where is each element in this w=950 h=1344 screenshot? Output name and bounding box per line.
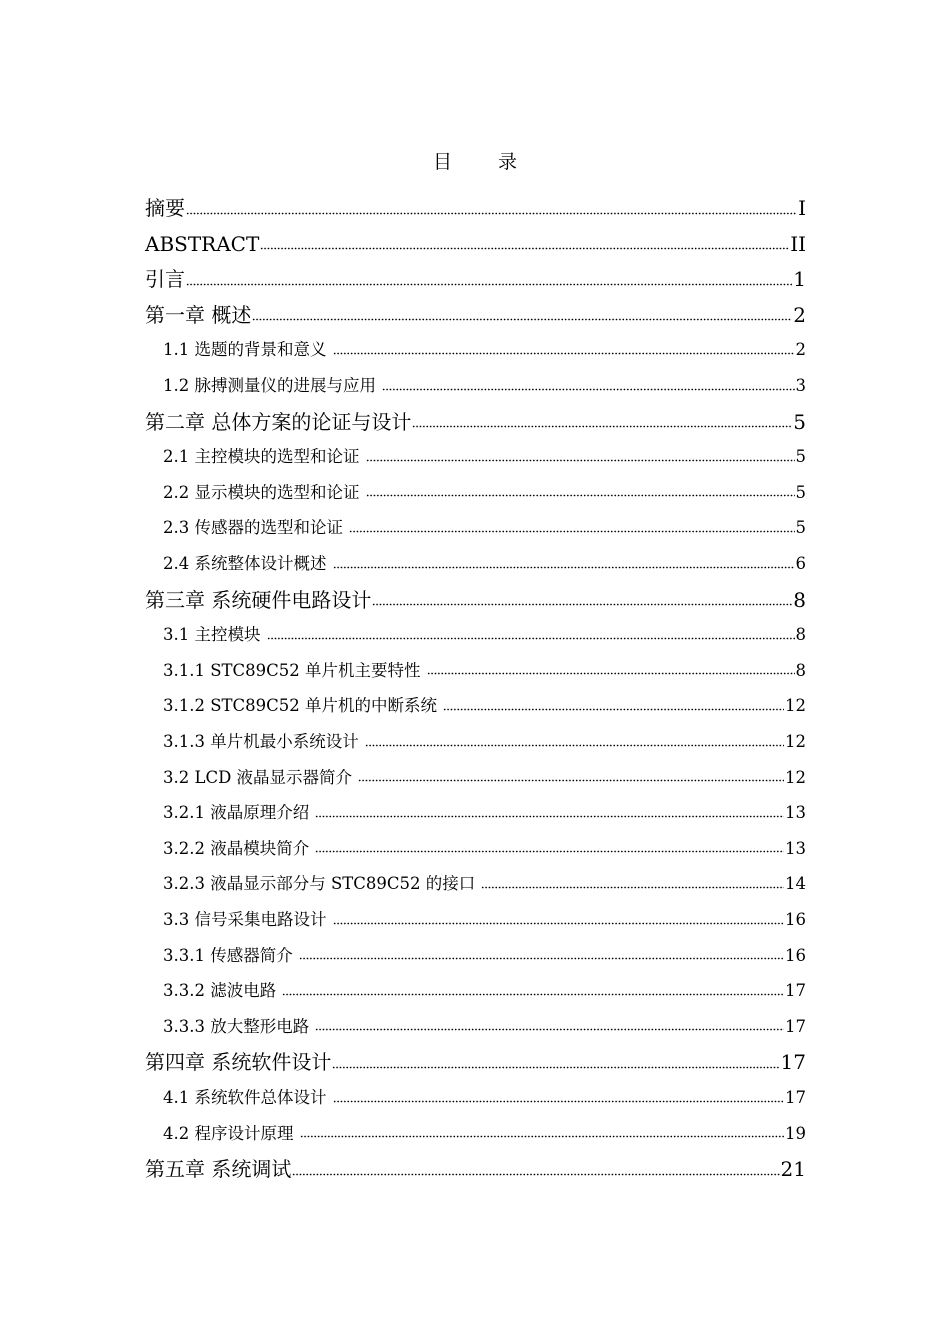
dot-leader (443, 697, 784, 711)
dot-leader (333, 1089, 785, 1103)
toc-entry-title: 摘要 (145, 196, 185, 220)
toc-entry[interactable] (145, 193, 806, 223)
toc-entry-page-number: 8 (795, 625, 806, 645)
toc-entry[interactable] (163, 549, 806, 579)
dot-leader (382, 377, 795, 391)
toc-entry-title: 3.2.3 液晶显示部分与 STC89C52 的接口 (163, 874, 476, 894)
toc-entry-page-number: 14 (785, 874, 806, 894)
toc-entry-title: 第四章 系统软件设计 (145, 1050, 332, 1075)
toc-entry[interactable] (163, 1012, 806, 1042)
toc-entry-title: 第一章 概述 (145, 302, 252, 327)
toc-entry-title: 1.2 脉搏测量仪的进展与应用 (163, 376, 376, 395)
toc-entry[interactable] (163, 1083, 806, 1113)
toc-entry-page-number: 17 (785, 1016, 806, 1036)
dot-leader (333, 555, 795, 569)
toc-entry-page-number: 12 (785, 732, 806, 751)
toc-entry-page-number: 17 (785, 1088, 806, 1107)
toc-entry-title: 3.3.3 放大整形电路 (163, 1016, 310, 1036)
toc-entry[interactable] (163, 620, 806, 650)
dot-leader (260, 237, 789, 251)
toc-entry-page-number: 8 (793, 587, 806, 612)
toc-entry-title: 4.1 系统软件总体设计 (163, 1088, 327, 1107)
toc-entry[interactable] (145, 585, 806, 615)
dot-leader (282, 982, 784, 996)
toc-entry-title: 2.2 显示模块的选型和论证 (163, 482, 360, 502)
dot-leader (186, 201, 797, 215)
toc-entry-page-number: 1 (793, 267, 806, 292)
dot-leader (252, 308, 792, 322)
toc-entry-page-number: 6 (795, 554, 806, 573)
dot-leader (300, 1125, 785, 1139)
toc-entry[interactable] (145, 1047, 806, 1077)
toc-entry-page-number: 16 (785, 910, 806, 929)
toc-entry[interactable] (163, 513, 806, 543)
dot-leader (315, 840, 784, 854)
toc-entry-title: 第三章 系统硬件电路设计 (145, 587, 372, 612)
toc-entry-page-number: 8 (795, 660, 806, 680)
toc-entry-title: 第五章 系统调试 (145, 1157, 292, 1182)
dot-leader (365, 733, 784, 747)
toc-entry[interactable] (145, 1154, 806, 1184)
toc-entry-title: 3.3.2 滤波电路 (163, 981, 277, 1001)
toc-entry-page-number: 17 (780, 1050, 806, 1075)
toc-entry-title: 引言 (145, 267, 185, 292)
toc-entry[interactable] (163, 478, 806, 508)
toc-entry-title: 3.1.1 STC89C52 单片机主要特性 (163, 660, 421, 680)
dot-leader (372, 593, 792, 607)
toc-entry-page-number: 13 (785, 803, 806, 823)
toc-entry-page-number: II (790, 231, 806, 256)
toc-entry[interactable] (163, 941, 806, 971)
toc-entry-page-number: 16 (785, 945, 806, 965)
toc-entry-page-number: 5 (795, 482, 806, 502)
toc-entry-page-number: 12 (785, 767, 806, 787)
dot-leader (349, 519, 795, 533)
toc-entry[interactable] (163, 727, 806, 757)
dot-leader (333, 911, 785, 925)
toc-entry-page-number: 2 (793, 302, 806, 327)
toc-entry[interactable] (163, 442, 806, 472)
toc-entry-title: 3.3.1 传感器简介 (163, 945, 293, 965)
toc-entry-title: 3.1.3 单片机最小系统设计 (163, 732, 359, 751)
toc-entry[interactable] (163, 976, 806, 1006)
dot-leader (299, 947, 784, 961)
dot-leader (267, 626, 795, 640)
toc-title: 目 录 (432, 151, 538, 173)
dot-leader (332, 1055, 779, 1069)
toc-entry-page-number: 12 (785, 696, 806, 716)
toc-entry-title: 1.1 选题的背景和意义 (163, 340, 327, 360)
toc-entry[interactable] (163, 1119, 806, 1149)
toc-entry-title: 3.3 信号采集电路设计 (163, 910, 327, 929)
toc-entry[interactable] (163, 869, 806, 899)
toc-entry-title: 2.4 系统整体设计概述 (163, 554, 327, 573)
toc-entry-page-number: 2 (795, 340, 806, 360)
toc-entry[interactable] (163, 335, 806, 365)
toc-entry[interactable] (145, 407, 806, 437)
dot-leader (412, 415, 792, 429)
toc-entry-page-number: 5 (793, 409, 806, 434)
toc-entry[interactable] (163, 691, 806, 721)
toc-entry-title: 3.1.2 STC89C52 单片机的中断系统 (163, 696, 438, 716)
toc-entry-title: 3.1 主控模块 (163, 625, 261, 645)
dot-leader (186, 272, 792, 286)
toc-entry-title: 2.1 主控模块的选型和论证 (163, 447, 360, 467)
toc-entry-title: 第二章 总体方案的论证与设计 (145, 409, 412, 434)
dot-leader (427, 662, 795, 676)
dot-leader (333, 341, 795, 355)
toc-entry-page-number: 5 (795, 518, 806, 538)
toc-entry[interactable] (163, 371, 806, 401)
toc-entry-page-number: 13 (785, 838, 806, 858)
toc-entry-title: ABSTRACT (145, 231, 260, 256)
toc-entry[interactable] (163, 763, 806, 793)
dot-leader (481, 875, 784, 889)
toc-entry[interactable] (145, 264, 806, 294)
toc-entry-page-number: 21 (780, 1157, 806, 1182)
toc-entry-title: 3.2.2 液晶模块简介 (163, 838, 310, 858)
dot-leader (292, 1162, 779, 1176)
toc-entry-page-number: I (798, 196, 806, 220)
toc-entry-page-number: 3 (795, 376, 806, 395)
dot-leader (366, 484, 795, 498)
toc-entry[interactable] (163, 798, 806, 828)
toc-entry[interactable] (163, 905, 806, 935)
toc-entry-title: 2.3 传感器的选型和论证 (163, 518, 343, 538)
toc-entry-page-number: 17 (785, 981, 806, 1001)
toc-entry[interactable] (145, 229, 806, 259)
toc-entry-title: 3.2.1 液晶原理介绍 (163, 803, 310, 823)
toc-entry[interactable] (163, 656, 806, 686)
toc-entry-page-number: 19 (785, 1123, 806, 1143)
dot-leader (366, 448, 795, 462)
dot-leader (315, 1018, 784, 1032)
toc-entry[interactable] (163, 834, 806, 864)
toc-entry-title: 3.2 LCD 液晶显示器简介 (163, 767, 353, 787)
dot-leader (315, 804, 784, 818)
toc-entry-page-number: 5 (795, 447, 806, 467)
dot-leader (358, 769, 784, 783)
toc-entry[interactable] (145, 300, 806, 330)
toc-entry-title: 4.2 程序设计原理 (163, 1123, 294, 1143)
